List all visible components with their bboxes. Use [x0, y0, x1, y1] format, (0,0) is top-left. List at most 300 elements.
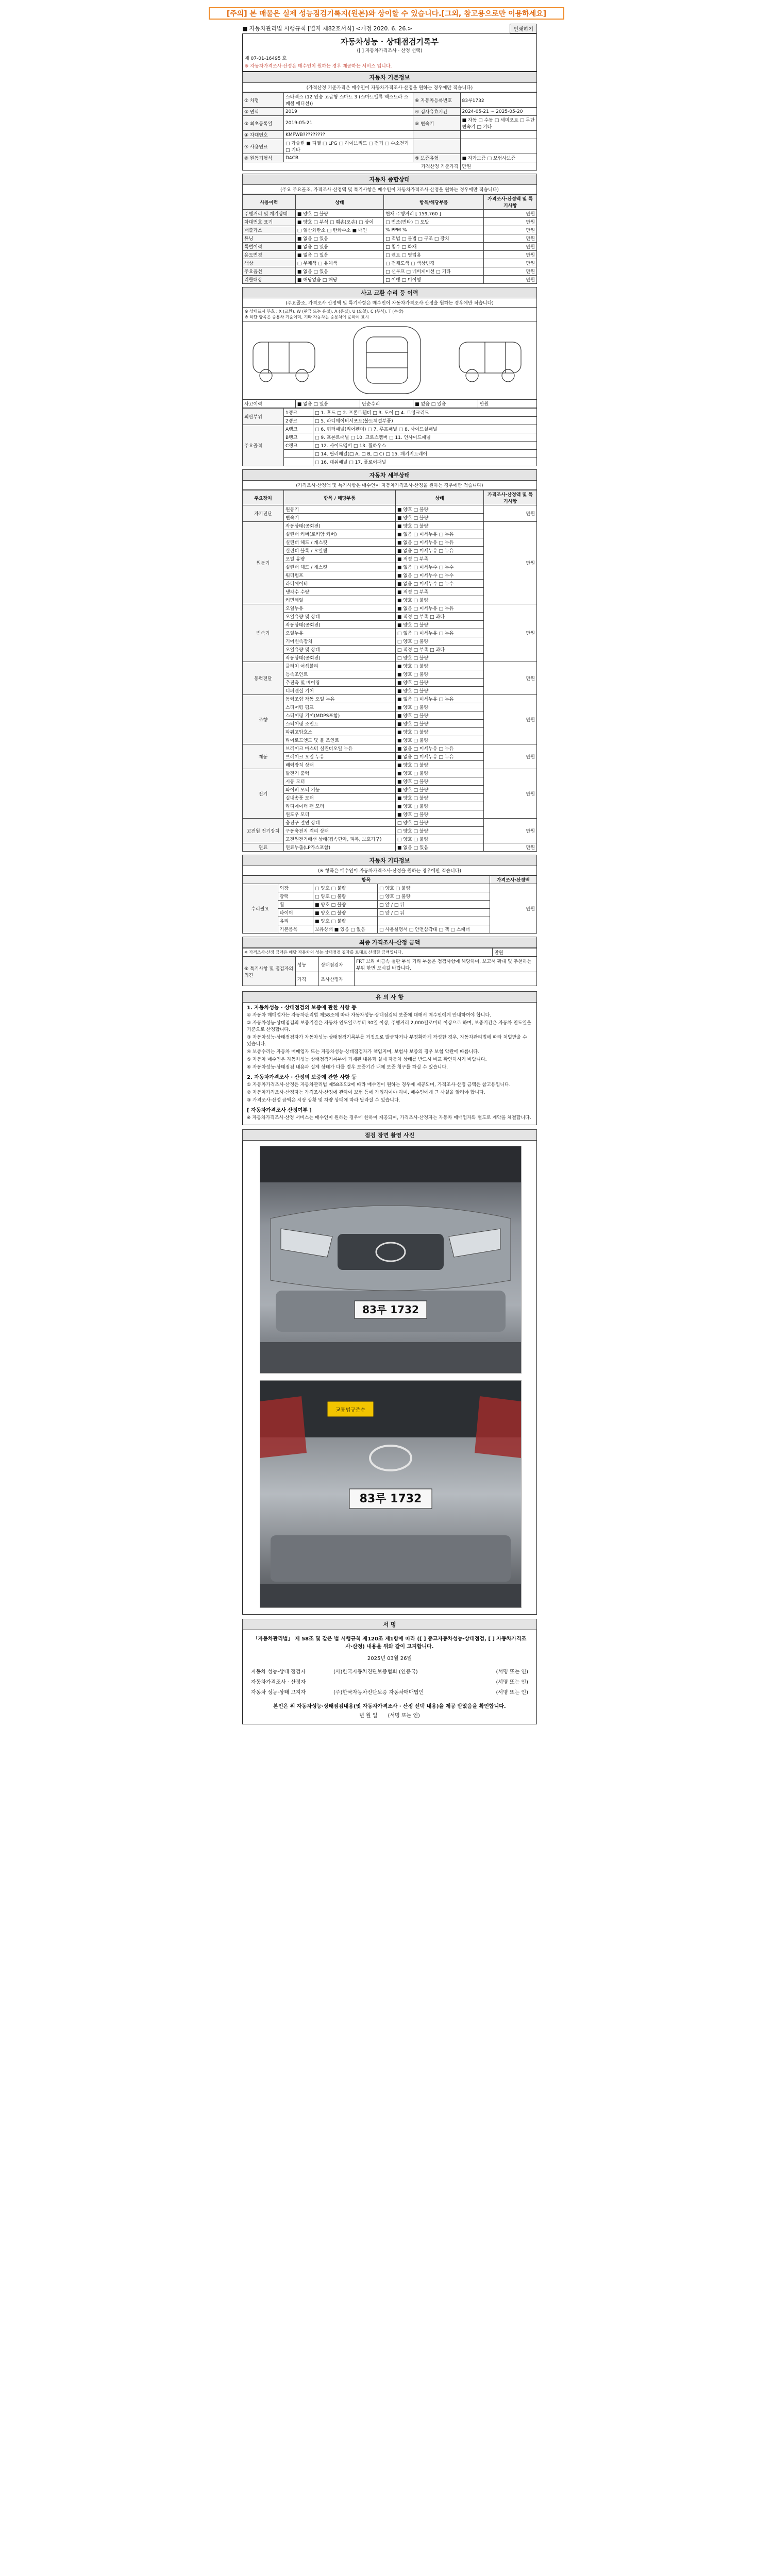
panel-row [243, 450, 537, 458]
basic-row [243, 131, 537, 139]
title-box [242, 33, 537, 72]
photo-front [260, 1146, 522, 1374]
detail-part: 와이퍼 모터 기능 [283, 786, 395, 794]
notes-paragraph: ⑥ 자동차성능·상태점검 내용과 실제 상태가 다를 경우 보증기간 내에 보증 청구를 하실 수 있습니다. [247, 1065, 448, 1070]
basic-value-2: ■ 자동 □ 수동 □ 세미오토 □ 무단변속기 □ 기타 [460, 116, 536, 131]
panel-row [243, 458, 537, 466]
panel-rank: 2랭크 [283, 417, 313, 425]
basic-value-2 [460, 131, 536, 139]
detail-state: ■ 적정 □ 부족 [395, 588, 483, 596]
detail-state: ■ 양호 □ 불량 [395, 777, 483, 786]
panel-row [243, 425, 537, 433]
detail-part: 실린더 헤드 / 개스킷 [283, 563, 395, 571]
detail-state: ■ 양호 □ 불량 [395, 769, 483, 777]
panel-group-main: 주요골격 [243, 425, 284, 466]
basic-price-row [243, 162, 537, 171]
notes-paragraph: ④ 보증수리는 자동차 매매업자 또는 자동차성능·상태점검자가 책임지며, 보험사 보증의 경우 보험 약관에 따릅니다. [247, 1049, 479, 1055]
detail-part: 스티어링 기어(MDPS포함) [283, 711, 395, 720]
other-value: ■ 양호 □ 불량 [313, 917, 378, 925]
detail-state: □ 양호 □ 불량 [395, 637, 483, 646]
detail-state: ■ 없음 □ 미세누유 □ 누유 [395, 744, 483, 753]
detail-part: 발전기 출력 [283, 769, 395, 777]
status-state: ■ 없음 □ 있음 [295, 251, 383, 259]
status-detail: □ 변조(변타) □ 도말 [384, 218, 484, 226]
detail-group: 고전원 전기장치 [243, 819, 284, 843]
basic-value: 2019 [283, 108, 413, 116]
detail-part: 오일 유량 [283, 555, 395, 563]
status-col-0: 사용이력 [243, 195, 296, 210]
warning-banner: [주의] 본 매물은 실제 성능점검기록지(원본)와 상이할 수 있습니다.[그외, 참고용으로만 이용하세요] [209, 7, 564, 20]
other-value-2: □ 앞 / □ 뒤 [378, 901, 490, 909]
accident-result-table [242, 399, 537, 408]
basic-key: ④ 차대번호 [243, 131, 284, 139]
panel-items: □ 16. 대쉬패널 □ 17. 플로어패널 [313, 458, 537, 466]
detail-col-2: 상태 [395, 490, 483, 505]
sign-date: 2025년 03월 26일 [367, 1656, 412, 1662]
detail-part: 동력조향 작동 오일 누유 [283, 695, 395, 703]
photo-front-svg [260, 1146, 521, 1373]
other-key: 휠 [278, 901, 313, 909]
detail-group: 변속기 [243, 604, 284, 662]
status-name: 용도변경 [243, 251, 296, 259]
detail-group: 전기 [243, 769, 284, 819]
detail-part: 실린더 블록 / 오일팬 [283, 547, 395, 555]
other-header-row [243, 876, 537, 884]
detail-col-0: 주요장치 [243, 490, 284, 505]
basic-value: □ 가솔린 ■ 디젤 □ LPG □ 하이브리드 □ 전기 □ 수소전기 □ 기타 [283, 139, 413, 154]
sign-role: 자동차 성능·상태 고지자 [251, 1689, 306, 1696]
other-value-2: □ 앞 / □ 뒤 [378, 909, 490, 917]
detail-row [243, 604, 537, 613]
panel-items: □ 9. 프론트패널 □ 10. 크로스멤버 □ 11. 인사이드패널 [313, 433, 537, 442]
form-number: ■ 자동차관리법 시행규칙 [별지 제82호서식] <개정 2020. 6. 26.> [242, 25, 413, 32]
opinion-text: FRT 브리 비금속 철판 부식 기타 부품은 점검사항에 해당하며, 보고서 확대 및 추천하는 부위 한번 보시길 바랍니다. [354, 957, 536, 972]
sign-title: 서 명 [242, 1619, 537, 1630]
basic-row [243, 93, 537, 108]
detail-state: ■ 양호 □ 불량 [395, 802, 483, 810]
status-row [243, 243, 537, 251]
basic-value: 스타렉스 (12 인승 고급형 스마트 3 (스마트밸류 엑스트라 스페셜 에디션)) [283, 93, 413, 108]
sign-row [251, 1676, 528, 1686]
other-value-2 [378, 917, 490, 925]
detail-price: 만원 [484, 695, 537, 744]
status-state: □ 일산화탄소 □ 탄화수소 ■ 매연 [295, 226, 383, 234]
accident-section-sub: (주요골조, 가격조사·산정액 및 특기사항은 매수인이 자동차가격조사·산정을 원하는 경우에만 적습니다) [242, 298, 537, 308]
photo-rear-svg [260, 1381, 521, 1607]
other-value: ■ 양호 □ 불량 [313, 901, 378, 909]
detail-part: 변속기 [283, 514, 395, 522]
detail-price: 만원 [484, 744, 537, 769]
detail-part: 고전원전기배선 상태(접속단자, 피복, 보호기구) [283, 835, 395, 843]
sign-signature: (서명 또는 인) [496, 1679, 528, 1685]
status-detail: □ 전체도색 □ 색상변경 [384, 259, 484, 267]
status-name: 색상 [243, 259, 296, 267]
accident-result-label: 사고이력 [243, 400, 296, 408]
other-value-2: □ 양호 □ 불량 [378, 884, 490, 892]
status-detail: □ 침수 □ 화재 [384, 243, 484, 251]
sign-signature: (서명 또는 인) [496, 1689, 528, 1696]
detail-group: 연료 [243, 843, 284, 852]
detail-price: 만원 [484, 662, 537, 695]
detail-state: □ 양호 □ 불량 [395, 835, 483, 843]
status-state: ■ 없음 □ 있음 [295, 243, 383, 251]
status-name: 배출가스 [243, 226, 296, 234]
status-detail: □ 적법 □ 불법 □ 구조 □ 장치 [384, 234, 484, 243]
other-section-sub: (※ 항목은 매수인이 자동차가격조사·산정을 원하는 경우에만 적습니다) [242, 866, 537, 875]
panel-rank [283, 458, 313, 466]
detail-part: 오일누유 [283, 629, 395, 637]
detail-part: 라디에이터 팬 모터 [283, 802, 395, 810]
notice-text: ※ 자동차가격조사·산정은 매수인이 원하는 경우 제공하는 서비스 입니다. [245, 64, 392, 69]
detail-part: 커먼레일 [283, 596, 395, 604]
other-value: 보유상태 ■ 있음 □ 없음 [313, 925, 378, 934]
status-detail: 현재 주행거리 [ 159,760 ] [384, 210, 484, 218]
status-detail: □ 선루프 □ 네비게이션 □ 기타 [384, 267, 484, 276]
detail-part: 디퍼렌셜 기어 [283, 687, 395, 695]
panel-row [243, 409, 537, 417]
detail-group: 자기진단 [243, 505, 284, 522]
photo-rear [260, 1380, 522, 1608]
basic-key-2: ⑨ 보증유형 [413, 154, 460, 162]
basic-value-2: 83루1732 [460, 93, 536, 108]
status-state: ■ 없음 □ 있음 [295, 267, 383, 276]
status-price: 만원 [484, 267, 537, 276]
basic-key: ③ 최초등록일 [243, 116, 284, 131]
panel-rank: B랭크 [283, 433, 313, 442]
detail-state: ■ 양호 □ 불량 [395, 670, 483, 679]
detail-part: 오일누유 [283, 604, 395, 613]
other-row [243, 884, 537, 892]
detail-state: ■ 양호 □ 불량 [395, 703, 483, 711]
status-price: 만원 [484, 226, 537, 234]
sign-role: 자동차 성능·상태 점검자 [251, 1669, 306, 1675]
status-detail: % PPM % [384, 226, 484, 234]
detail-row [243, 819, 537, 827]
detail-state: ■ 양호 □ 불량 [395, 687, 483, 695]
detail-row [243, 662, 537, 670]
detail-part: 스티어링 펌프 [283, 703, 395, 711]
sign-row [251, 1686, 528, 1697]
detail-part: 오일유량 및 상태 [283, 613, 395, 621]
panel-items: □ 5. 라디에이터서포트(볼트체결부품) [313, 417, 537, 425]
photos-box [242, 1141, 537, 1615]
detail-row [243, 769, 537, 777]
status-col-1: 상태 [295, 195, 383, 210]
photo-front-plate: 83루 1732 [362, 1303, 419, 1316]
detail-part: 작동상태(공회전) [283, 621, 395, 629]
status-row [243, 226, 537, 234]
other-value: □ 양호 □ 불량 [313, 892, 378, 901]
basic-key: ① 차명 [243, 93, 284, 108]
notes-heading-1: 1. 자동차성능 · 상태점검의 보증에 관한 사항 등 [247, 1005, 357, 1011]
detail-group: 원동기 [243, 522, 284, 604]
detail-state: □ 적정 □ 부족 □ 과다 [395, 646, 483, 654]
basic-info-table [242, 92, 537, 171]
basic-value: 2019-05-21 [283, 116, 413, 131]
basic-key-2: ④ 검사유효기간 [413, 108, 460, 116]
panel-items: □ 1. 후드 □ 2. 프론트휀더 □ 3. 도어 □ 4. 트렁크리드 [313, 409, 537, 417]
status-price: 만원 [484, 210, 537, 218]
detail-state: ■ 없음 □ 있음 [395, 843, 483, 852]
other-section-title: 자동차 기타정보 [242, 855, 537, 866]
detail-part: 추진축 및 베어링 [283, 679, 395, 687]
status-detail: □ 렌트 □ 영업용 [384, 251, 484, 259]
final-note: ※ 가격조사·산정 금액은 해당 자동차의 성능·상태점검 결과를 토대로 산정한 금액입니다. [243, 948, 493, 957]
basic-row [243, 116, 537, 131]
detail-state: ■ 없음 □ 미세누유 □ 누유 [395, 604, 483, 613]
detail-state: ■ 적정 □ 부족 [395, 555, 483, 563]
status-name: 주행거리 및 계기상태 [243, 210, 296, 218]
other-value: □ 양호 □ 불량 [313, 884, 378, 892]
basic-key: ⑦ 사용연료 [243, 139, 284, 154]
other-value: ■ 양호 □ 불량 [313, 909, 378, 917]
detail-state: ■ 없음 □ 미세누수 □ 누수 [395, 571, 483, 580]
detail-part: 기어변속장치 [283, 637, 395, 646]
detail-col-1: 항목 / 해당부품 [283, 490, 395, 505]
sign-declaration: 「자동차관리법」 제 58조 및 같은 법 시행규칙 제120조 제1항에 따라 ([ ] 중고자동차성능·상태점검, [ ] 자동차가격조사·산정) 내용을 위와 같이 고지합니다. [253, 1636, 527, 1650]
notes-paragraph: ③ 가격조사·산정 금액은 시장 상황 및 차량 상태에 따라 달라질 수 있습니다. [247, 1098, 400, 1103]
detail-state: ■ 없음 □ 미세누유 □ 누유 [395, 753, 483, 761]
detail-state: ■ 양호 □ 불량 [395, 514, 483, 522]
detail-part: 충전구 절연 상태 [283, 819, 395, 827]
status-price: 만원 [484, 234, 537, 243]
final-table [242, 948, 537, 957]
status-state: ■ 해당없음 □ 해당 [295, 276, 383, 284]
inspection-document [242, 23, 537, 2424]
accident-legend-box [242, 308, 537, 321]
detail-state: ■ 없음 □ 미세누수 □ 누수 [395, 580, 483, 588]
detail-row [243, 522, 537, 530]
simple-repair-label: 단순수리 [360, 400, 413, 408]
status-price: 만원 [484, 259, 537, 267]
detail-state: ■ 양호 □ 불량 [395, 794, 483, 802]
accident-legend: ※ 상태표시 부호 : X (교환), W (판금 또는 용접), A (흠집), U (요철), C (부식), T (손상) [245, 309, 404, 314]
detail-part: 구동축전지 격리 상태 [283, 827, 395, 835]
detail-row [243, 505, 537, 514]
detail-state: ■ 양호 □ 불량 [395, 596, 483, 604]
detail-part: 작동상태(공회전) [283, 654, 395, 662]
detail-group: 조향 [243, 695, 284, 744]
basic-section-title: 자동차 기본정보 [242, 72, 537, 83]
other-key: 광택 [278, 892, 313, 901]
basic-value: KMFWB????????? [283, 131, 413, 139]
record-number: 제 07-01-16495 호 [245, 56, 287, 61]
notes-paragraph: ① 자동차 매매업자는 자동차관리법 제58조에 따라 자동차성능·상태점검의 보증에 대해서 매수인에게 안내하여야 합니다. [247, 1013, 492, 1018]
status-name: 리콜대상 [243, 276, 296, 284]
detail-state: ■ 적정 □ 부족 □ 과다 [395, 613, 483, 621]
status-price: 만원 [484, 243, 537, 251]
detail-state: ■ 없음 □ 미세누수 □ 누수 [395, 563, 483, 571]
status-row [243, 251, 537, 259]
status-section-title: 자동차 종합상태 [242, 174, 537, 185]
photo-rear-plate: 83루 1732 [359, 1493, 422, 1505]
detail-state: ■ 양호 □ 불량 [395, 662, 483, 670]
car-top-view [354, 327, 421, 394]
status-price: 만원 [484, 251, 537, 259]
detail-part: 라디에이터 [283, 580, 395, 588]
other-table [242, 875, 537, 934]
detail-price: 만원 [484, 604, 537, 662]
basic-key-2 [413, 139, 460, 154]
detail-part: 브레이크 오일 누유 [283, 753, 395, 761]
status-row [243, 218, 537, 226]
detail-state: ■ 없음 □ 미세누유 □ 누유 [395, 547, 483, 555]
notes-box [242, 1003, 537, 1125]
detail-state: ■ 양호 □ 불량 [395, 679, 483, 687]
panel-rank-table [242, 408, 537, 466]
accident-section-title: 사고 교환 수리 등 이력 [242, 287, 537, 298]
status-table [242, 194, 537, 284]
opinion-table [242, 957, 537, 986]
detail-price: 만원 [484, 505, 537, 522]
status-row [243, 210, 537, 218]
basic-value-2: 2024-05-21 ~ 2025-05-20 [460, 108, 536, 116]
sign-name: (사)한국자동차진단보증협회 (인증국) [333, 1669, 418, 1675]
panel-items: □ 6. 쿼터패널(리어펜더) □ 7. 루프패널 □ 8. 사이드실패널 [313, 425, 537, 433]
detail-state: ■ 양호 □ 불량 [395, 728, 483, 736]
notes-paragraph: ① 자동차가격조사·산정은 자동차관리법 제58조의2에 따라 매수인이 원하는 경우에 제공되며, 가격조사·산정 금액은 참고용입니다. [247, 1082, 511, 1088]
detail-price: 만원 [484, 819, 537, 843]
basic-value: D4CB [283, 154, 413, 162]
status-state: ■ 양호 □ 부식 □ 훼손(오손) □ 상이 [295, 218, 383, 226]
opinion-label: ⑧ 특기사항 및 점검자의 의견 [243, 957, 296, 986]
panel-rank: 1랭크 [283, 409, 313, 417]
detail-part: 윈도우 모터 [283, 810, 395, 819]
detail-part: 스티어링 조인트 [283, 720, 395, 728]
detail-price: 만원 [484, 769, 537, 819]
detail-state: ■ 양호 □ 불량 [395, 761, 483, 769]
opinion-role: 조사산정자 [319, 972, 355, 986]
status-state: □ 무채색 □ 유채색 [295, 259, 383, 267]
other-value-2: □ 사용설명서 □ 안전삼각대 □ 잭 □ 스패너 [378, 925, 490, 934]
sign-role: 자동차가격조사 · 산정자 [251, 1679, 306, 1685]
basic-value-2: ■ 자가보증 □ 보험사보증 [460, 154, 536, 162]
status-state: ■ 없음 □ 있음 [295, 234, 383, 243]
sign-signature: (서명 또는 인) [496, 1669, 528, 1675]
panel-row [243, 442, 537, 450]
simple-repair-state: ■ 없음 □ 있음 [413, 400, 478, 408]
basic-key-2: ⑥ 자동차등록번호 [413, 93, 460, 108]
detail-part: 타이로드엔드 및 볼 조인트 [283, 736, 395, 744]
basic-row [243, 108, 537, 116]
receiver-signature: (서명 또는 인) [388, 1713, 420, 1719]
status-price: 만원 [484, 218, 537, 226]
opinion-key: 가격 [295, 972, 319, 986]
basic-section-sub: (가격산정 기준가격은 매수인이 자동차가격조사·산정을 원하는 경우에만 적습니다) [242, 83, 537, 92]
price-label: 가격산정 기준가격 [243, 162, 461, 171]
page-subtitle: ([ ] 자동차가격조사 · 산정 선택) [357, 48, 423, 54]
other-side-label: 수리필요 [243, 884, 278, 934]
detail-section-sub: (가격조사·산정액 및 특기사항은 매수인이 자동차가격조사·산정을 원하는 경우에만 적습니다) [242, 481, 537, 490]
detail-row [243, 695, 537, 703]
detail-state: ■ 없음 □ 미세누유 □ 누유 [395, 695, 483, 703]
detail-section-title: 자동차 세부상태 [242, 469, 537, 481]
sign-box [242, 1630, 537, 1724]
car-diagram-svg [243, 321, 536, 399]
notes-heading-2: 2. 자동차가격조사 · 산정의 보증에 관한 사항 등 [247, 1075, 357, 1080]
price-value: 만원 [460, 162, 536, 171]
basic-key-2: ⑤ 변속기 [413, 116, 460, 131]
opinion-role: 상태점검자 [319, 957, 355, 972]
photos-title: 점검 장면 촬영 사진 [242, 1129, 537, 1141]
other-price: 만원 [490, 884, 536, 934]
basic-row [243, 154, 537, 162]
panel-row [243, 417, 537, 425]
basic-row [243, 139, 537, 154]
detail-part: 시동 모터 [283, 777, 395, 786]
print-button[interactable]: 인쇄하기 [510, 24, 537, 33]
car-left-view [253, 342, 315, 382]
basic-key: ⑧ 원동기형식 [243, 154, 284, 162]
final-price: 만원 [493, 948, 537, 957]
panel-row [243, 433, 537, 442]
status-name: 주요옵션 [243, 267, 296, 276]
other-col-1: 가격조사·산정액 [490, 876, 536, 884]
detail-part: 실린더 커버(로커암 커버) [283, 530, 395, 538]
detail-price: 만원 [484, 843, 537, 852]
panel-rank [283, 450, 313, 458]
detail-col-3: 가격조사·산정액 및 특기사항 [484, 490, 537, 505]
sign-final: 본인은 위 자동차성능·상태점검내용(및 자동차가격조사 · 산정 선택 내용)을 제공 받았음을 확인합니다. [273, 1704, 506, 1709]
opinion-key: 성능 [295, 957, 319, 972]
detail-state: ■ 양호 □ 불량 [395, 720, 483, 728]
sign-name: (주)한국자동차진단보증 자동차매매법인 [333, 1689, 424, 1696]
detail-state: ■ 양호 □ 불량 [395, 505, 483, 514]
status-name: 특별이력 [243, 243, 296, 251]
status-state: ■ 양호 □ 불량 [295, 210, 383, 218]
detail-state: ■ 없음 □ 미세누유 □ 누유 [395, 530, 483, 538]
detail-state: ■ 양호 □ 불량 [395, 736, 483, 744]
accident-price: 만원 [478, 400, 536, 408]
detail-state: □ 양호 □ 불량 [395, 819, 483, 827]
other-key: 타이어 [278, 909, 313, 917]
final-section-title: 최종 가격조사·산정 금액 [242, 937, 537, 948]
sign-row [251, 1666, 528, 1676]
form-header-line [242, 23, 537, 33]
detail-part: 파워고압호스 [283, 728, 395, 736]
notes-body-3: ※ 자동차가격조사·산정 서비스는 매수인이 원하는 경우에 한하여 제공되며, 가격조사·산정자는 자동차 매매업자와 별도로 계약을 체결합니다. [247, 1115, 531, 1121]
accident-result-state: ■ 없음 □ 있음 [295, 400, 360, 408]
other-key: 외장 [278, 884, 313, 892]
panel-rank: A랭크 [283, 425, 313, 433]
status-col-3: 가격조사·산정액 및 특기사항 [484, 195, 537, 210]
status-name: 튜닝 [243, 234, 296, 243]
panel-items: □ 12. 사이드멤버 □ 13. 휠하우스 [313, 442, 537, 450]
notes-paragraph: ② 자동차가격조사·산정자는 가격조사·산정에 관하여 보험 등에 가입하여야 하며, 매수인에게 그 사실을 알려야 합니다. [247, 1090, 485, 1095]
detail-part: 오일유량 및 상태 [283, 646, 395, 654]
detail-part: 실린더 헤드 / 개스킷 [283, 538, 395, 547]
status-row [243, 259, 537, 267]
page-title: 자동차성능 · 상태점검기록부 [340, 37, 439, 46]
detail-row [243, 843, 537, 852]
opinion-row [243, 957, 537, 972]
detail-state: ■ 양호 □ 불량 [395, 711, 483, 720]
accident-legend-2: ※ 하단 항목은 승용차 기준이며, 기타 자동차는 승용차에 준하여 표시 [245, 315, 369, 319]
panel-rank: C랭크 [283, 442, 313, 450]
status-row [243, 276, 537, 284]
status-col-2: 항목/해당부품 [384, 195, 484, 210]
photo-rear-sticker: 교통법규준수 [335, 1408, 365, 1413]
detail-state: □ 양호 □ 불량 [395, 654, 483, 662]
detail-state: ■ 양호 □ 불량 [395, 810, 483, 819]
other-key: 유리 [278, 917, 313, 925]
car-diagram [242, 321, 537, 399]
other-col-0: 항목 [243, 876, 490, 884]
detail-part: 브레이크 마스터 실린더오일 누유 [283, 744, 395, 753]
detail-part: 작동상태(공회전) [283, 522, 395, 530]
status-detail: □ 이행 □ 미이행 [384, 276, 484, 284]
detail-state: ■ 양호 □ 불량 [395, 522, 483, 530]
